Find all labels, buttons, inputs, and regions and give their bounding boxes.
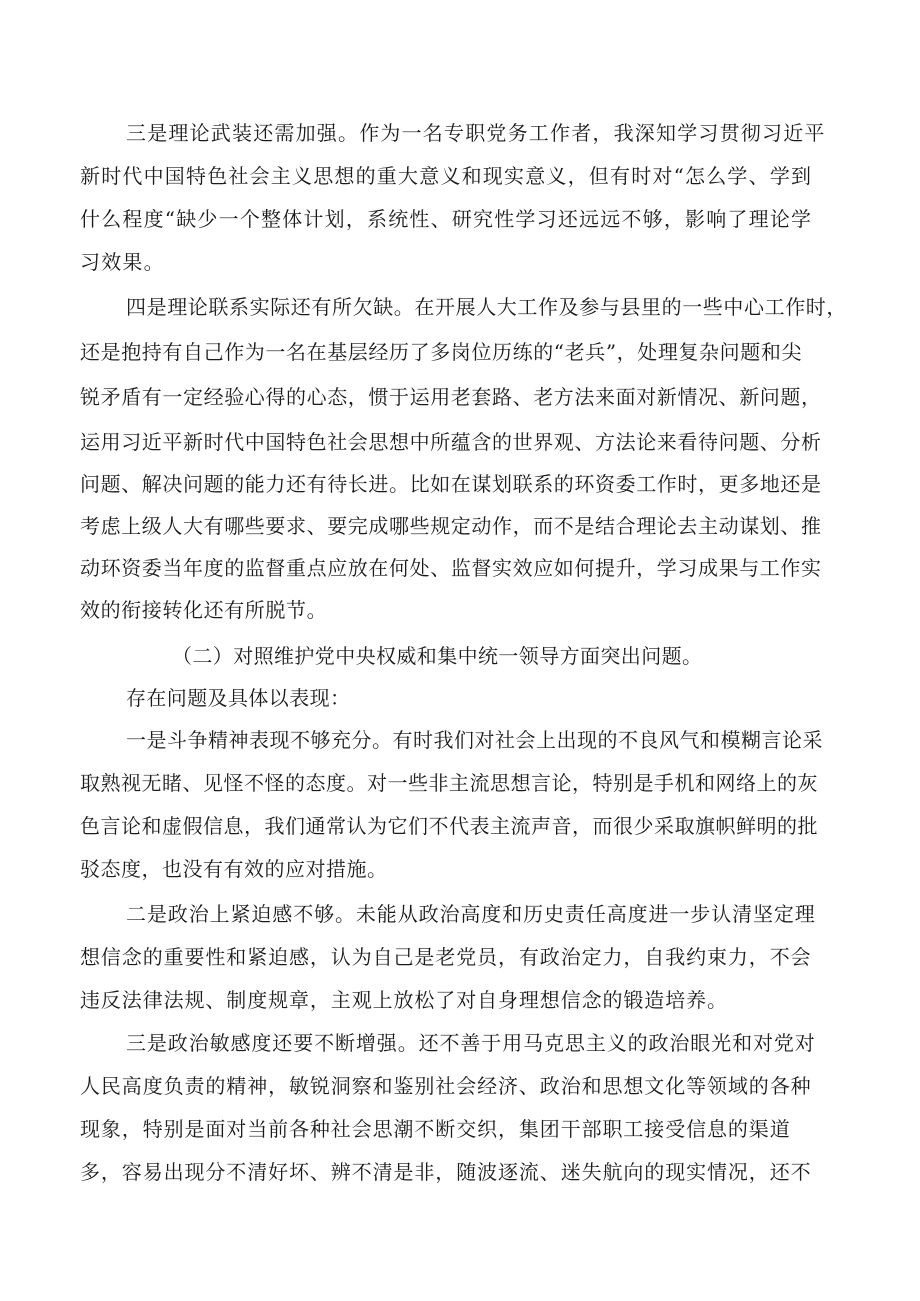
text-line: 存在问题及具体以表现： [126, 686, 351, 710]
text-line: 一是斗争精神表现不够充分。有时我们对社会上出现的不良风气和模糊言论采 [126, 728, 823, 752]
text-line: 二是政治上紧迫感不够。未能从政治高度和历史责任高度进一步认清坚定理 [126, 902, 816, 926]
text-line: 现象，特别是面对当前各种社会思潮不断交织，集团干部职工接受信息的渠道 [80, 1117, 791, 1141]
text-line: 驳态度，也没有有效的应对措施。 [80, 857, 388, 881]
section-heading: （二）对照维护党中央权威和集中统一领导方面突出问题。 [172, 644, 703, 668]
text-line: 取熟视无睹、见怪不怪的态度。对一些非主流思想言论，特别是手机和网络上的灰 [80, 771, 818, 795]
text-line: 多，容易出现分不清好坏、辨不清是非，随波逐流、迷失航向的现实情况，还不 [80, 1160, 812, 1184]
text-line: 色言论和虚假信息，我们通常认为它们不代表主流声音，而很少采取旗帜鲜明的批 [80, 814, 818, 838]
text-line: 还是抱持有自己作为一名在基层经历了多岗位历练的“老兵”，处理复杂问题和尖 [80, 340, 803, 364]
text-line: 人民高度负责的精神，敏锐洞察和鉴别社会经济、政治和思想文化等领域的各种 [80, 1074, 812, 1098]
text-line: 违反法律法规、制度规章，主观上放松了对自身理想信念的锻造培养。 [80, 988, 728, 1012]
text-line: 什么程度“缺少一个整体计划，系统性、研究性学习还远远不够，影响了理论学 [80, 207, 813, 231]
text-line: 三是理论武装还需加强。作为一名专职党务工作者，我深知学习贯彻习近平 [126, 121, 826, 145]
text-line: 想信念的重要性和紧迫感，认为自己是老党员，有政治定力，自我约束力，不会 [80, 945, 812, 969]
text-line: 习效果。 [80, 250, 165, 274]
text-line: 锐矛盾有一定经验心得的心态，惯于运用老套路、老方法来面对新情况、新问题， [80, 385, 822, 409]
text-line: 动环资委当年度的监督重点应放在何处、监督实效应如何提升，学习成果与工作实 [80, 556, 822, 580]
text-line: 三是政治敏感度还要不断增强。还不善于用马克思主义的政治眼光和对党对 [126, 1031, 816, 1055]
text-line: 四是理论联系实际还有所欠缺。在开展人大工作及参与县里的一些中心工作时， [126, 295, 847, 319]
text-line: 运用习近平新时代中国特色社会思想中所蕴含的世界观、方法论来看待问题、分析 [80, 430, 822, 454]
text-line: 考虑上级人大有哪些要求、要完成哪些规定动作，而不是结合理论去主动谋划、推 [80, 514, 822, 538]
text-line: 新时代中国特色社会主义思想的重大意义和现实意义，但有时对“怎么学、学到 [80, 164, 813, 188]
text-line: 效的衔接转化还有所脱节。 [80, 598, 328, 622]
text-line: 问题、解决问题的能力还有待长进。比如在谋划联系的环资委工作时，更多地还是 [80, 472, 822, 496]
